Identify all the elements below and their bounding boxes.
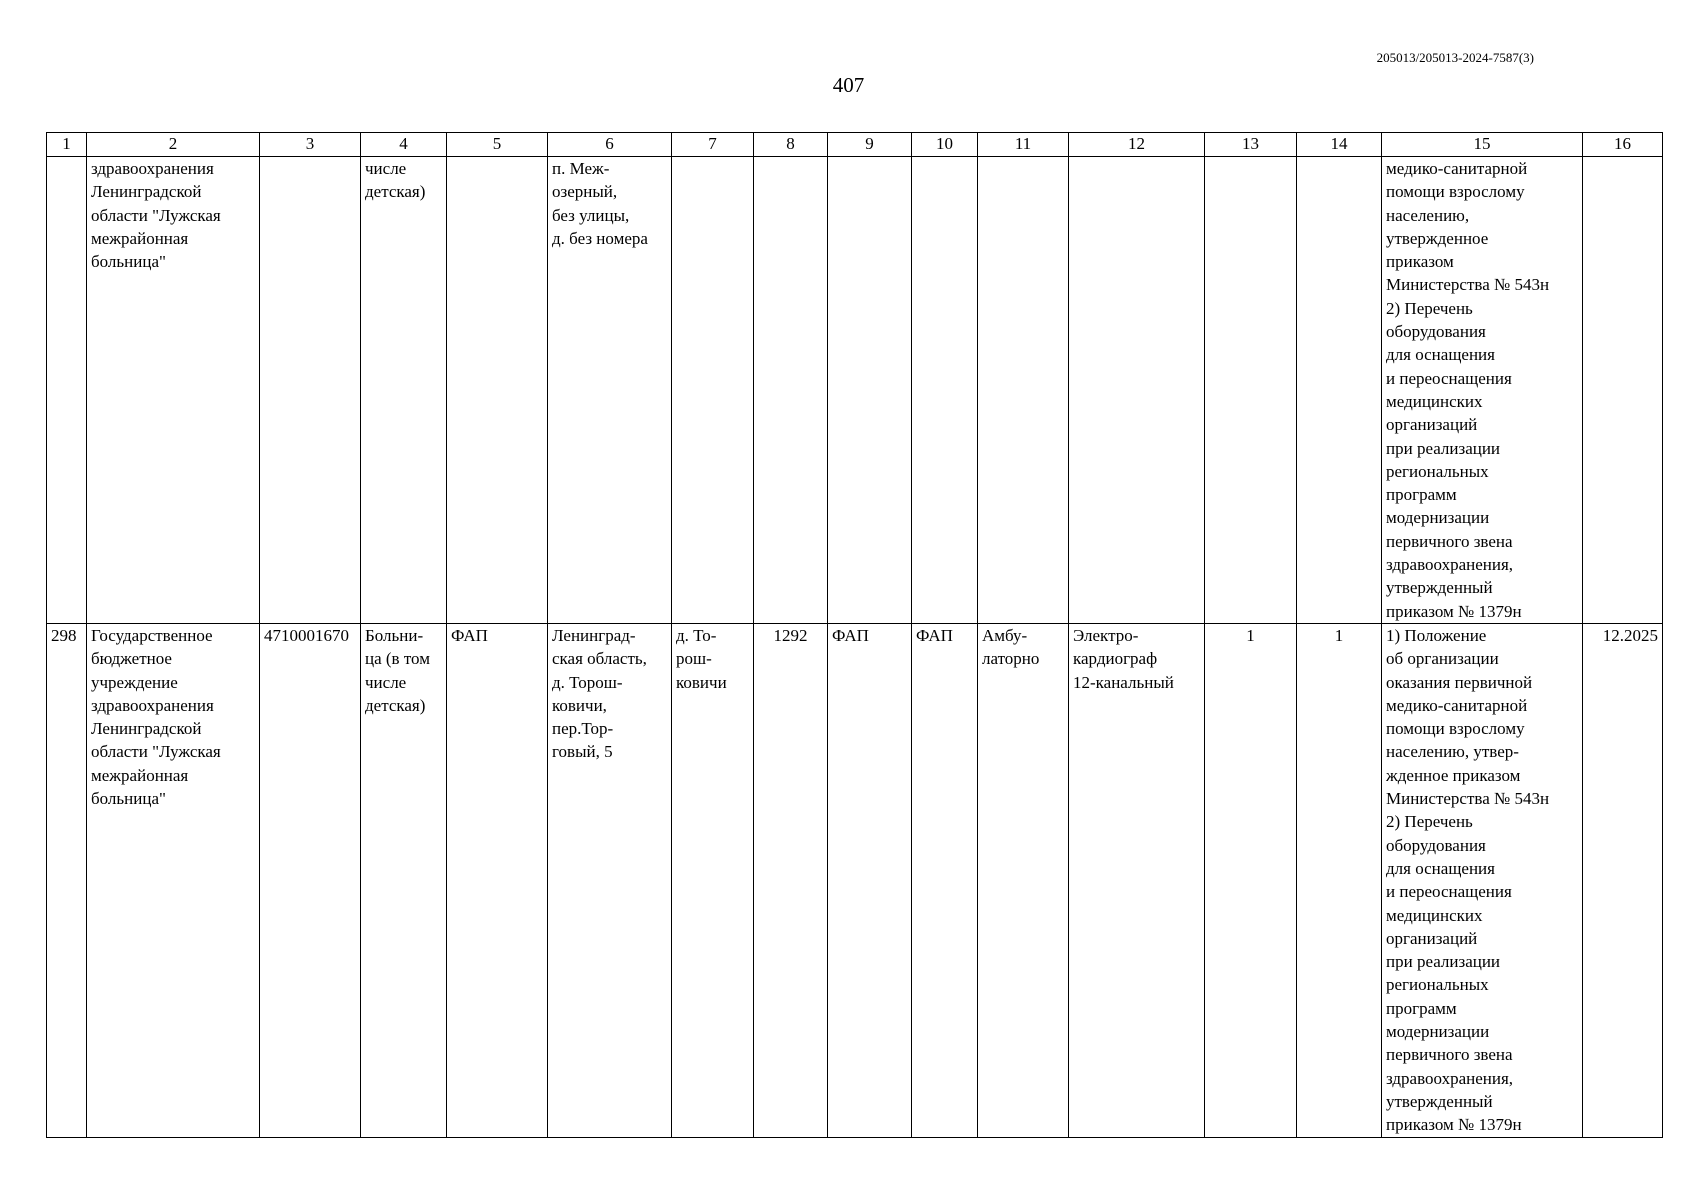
col-number-8: 8 bbox=[754, 133, 828, 157]
cell-institution-name: здравоохранения Ленинградской области "Лужская межрайонная больница" bbox=[87, 157, 260, 624]
col-number-7: 7 bbox=[672, 133, 754, 157]
column-number-row bbox=[47, 133, 1663, 157]
table-row-continuation bbox=[47, 157, 1663, 624]
cell-address: п. Меж- озерный, без улицы, д. без номера bbox=[548, 157, 672, 624]
cell-care-conditions: Амбу- латорно bbox=[978, 624, 1069, 1138]
cell-quantity-14: 1 bbox=[1297, 624, 1382, 1138]
cell-locality: д. То- рош- ковичи bbox=[672, 624, 754, 1138]
cell-quantity-14 bbox=[1297, 157, 1382, 624]
cell-date: 12.2025 bbox=[1583, 624, 1663, 1138]
cell-locality bbox=[672, 157, 754, 624]
cell-institution-type: Больни- ца (в том числе детская) bbox=[361, 624, 447, 1138]
col-number-14: 14 bbox=[1297, 133, 1382, 157]
col-number-5: 5 bbox=[447, 133, 548, 157]
cell-col-9 bbox=[828, 157, 912, 624]
cell-equipment: Электро- кардиограф 12-канальный bbox=[1069, 624, 1205, 1138]
cell-population bbox=[754, 157, 828, 624]
cell-population: 1292 bbox=[754, 624, 828, 1138]
cell-equipment bbox=[1069, 157, 1205, 624]
cell-inn: 4710001670 bbox=[260, 624, 361, 1138]
table-row-298 bbox=[47, 624, 1663, 1138]
document-code: 205013/205013-2024-7587(3) bbox=[1376, 50, 1534, 65]
col-number-1: 1 bbox=[47, 133, 87, 157]
cell-regulations: медико-санитарной помощи взрослому населению, утвержденное приказом Министерства № 543н 2) Перечень оборудования для оснащения и переоснащения медицинских организаций при реализации региональных программ модернизации первичного звена здравоохранения, утвержденный приказом № 1379н bbox=[1382, 157, 1583, 624]
col-number-6: 6 bbox=[548, 133, 672, 157]
cell-quantity-13: 1 bbox=[1205, 624, 1297, 1138]
col-number-3: 3 bbox=[260, 133, 361, 157]
cell-institution-name: Государственное бюджетное учреждение здравоохранения Ленинградской области "Лужская межрайонная больница" bbox=[87, 624, 260, 1138]
col-number-15: 15 bbox=[1382, 133, 1583, 157]
col-number-4: 4 bbox=[361, 133, 447, 157]
cell-row-number: 298 bbox=[47, 624, 87, 1138]
page-number: 407 bbox=[832, 73, 865, 97]
data-table bbox=[46, 132, 1663, 1138]
col-number-2: 2 bbox=[87, 133, 260, 157]
cell-row-number bbox=[47, 157, 87, 624]
col-number-12: 12 bbox=[1069, 133, 1205, 157]
cell-care-conditions bbox=[978, 157, 1069, 624]
cell-quantity-13 bbox=[1205, 157, 1297, 624]
cell-institution-type: числе детская) bbox=[361, 157, 447, 624]
col-number-13: 13 bbox=[1205, 133, 1297, 157]
cell-address: Ленинград- ская область, д. Торош- ковичи, пер.Тор- говый, 5 bbox=[548, 624, 672, 1138]
cell-col-9: ФАП bbox=[828, 624, 912, 1138]
cell-col-10: ФАП bbox=[912, 624, 978, 1138]
col-number-11: 11 bbox=[978, 133, 1069, 157]
cell-unit-type bbox=[447, 157, 548, 624]
col-number-16: 16 bbox=[1583, 133, 1663, 157]
cell-regulations: 1) Положение об организации оказания первичной медико-санитарной помощи взрослому населению, утвер- жденное приказом Министерства № 543н 2) Перечень оборудования для оснащения и переоснащения медицинских организаций при реализации региональных программ модернизации первичного звена здравоохранения, утвержденный приказом № 1379н bbox=[1382, 624, 1583, 1138]
cell-inn bbox=[260, 157, 361, 624]
col-number-9: 9 bbox=[828, 133, 912, 157]
col-number-10: 10 bbox=[912, 133, 978, 157]
cell-date bbox=[1583, 157, 1663, 624]
cell-col-10 bbox=[912, 157, 978, 624]
cell-unit-type: ФАП bbox=[447, 624, 548, 1138]
